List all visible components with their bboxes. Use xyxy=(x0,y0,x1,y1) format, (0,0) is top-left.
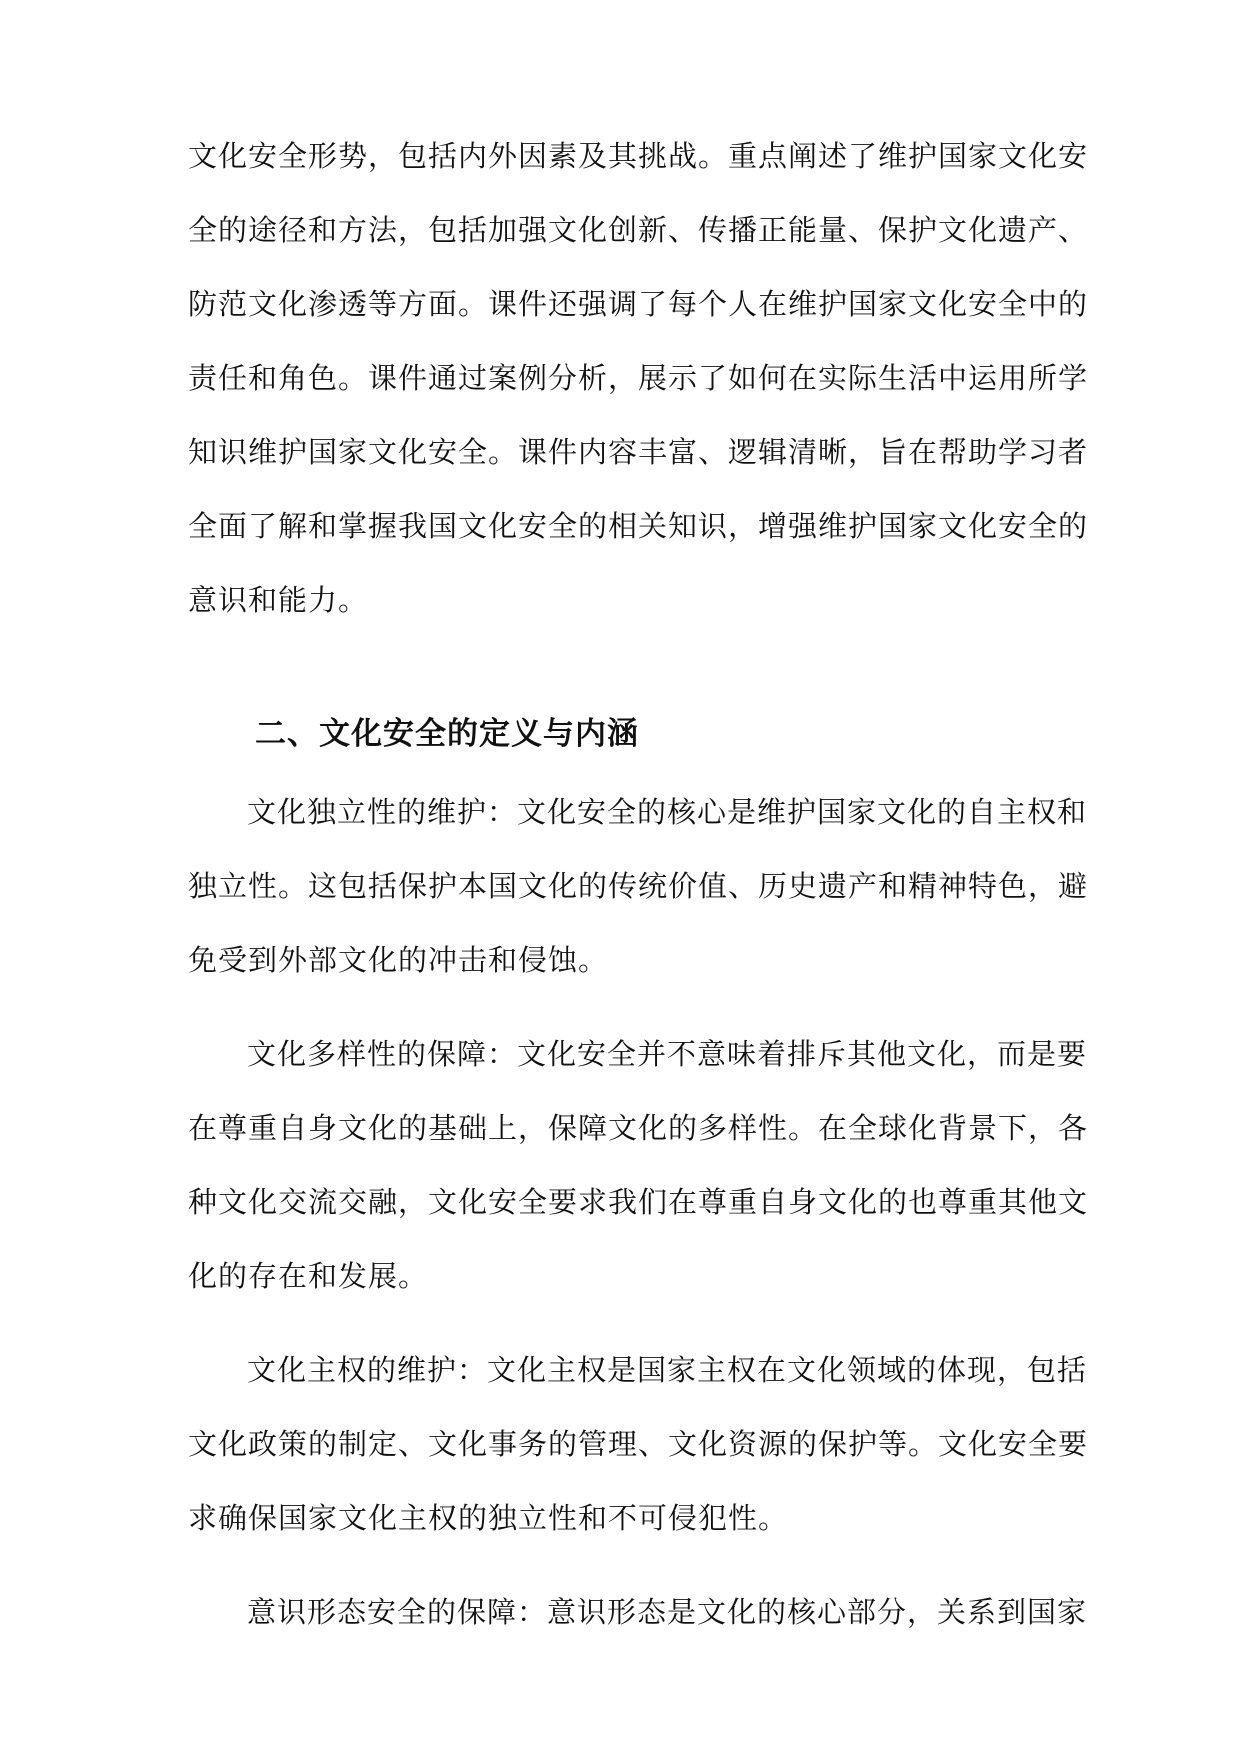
intro-line: 文化安全形势，包括内外因素及其挑战。重点阐述了维护国家文化安 xyxy=(188,139,1089,173)
intro-line: 责任和角色。课件通过案例分析，展示了如何在实际生活中运用所学 xyxy=(188,361,1089,395)
paragraph-2-line: 种文化交流交融，文化安全要求我们在尊重自身文化的也尊重其他文 xyxy=(188,1185,1089,1219)
intro-line: 防范文化渗透等方面。课件还强调了每个人在维护国家文化安全中的 xyxy=(188,287,1089,321)
intro-line: 意识和能力。 xyxy=(188,583,369,617)
section-heading: 二、文化安全的定义与内涵 xyxy=(255,716,639,752)
paragraph-3-line: 求确保国家文化主权的独立性和不可侵犯性。 xyxy=(188,1501,789,1535)
paragraph-1-line: 独立性。这包括保护本国文化的传统价值、历史遗产和精神特色，避 xyxy=(188,869,1089,903)
paragraph-2-line: 在尊重自身文化的基础上，保障文化的多样性。在全球化背景下，各 xyxy=(188,1111,1089,1145)
intro-line: 全面了解和掌握我国文化安全的相关知识，增强维护国家文化安全的 xyxy=(188,509,1089,543)
paragraph-1-line: 文化独立性的维护：文化安全的核心是维护国家文化的自主权和 xyxy=(247,795,1088,829)
paragraph-3-line: 文化政策的制定、文化事务的管理、文化资源的保护等。文化安全要 xyxy=(188,1427,1089,1461)
intro-line: 全的途径和方法，包括加强文化创新、传播正能量、保护文化遗产、 xyxy=(188,213,1089,247)
paragraph-3-line: 文化主权的维护：文化主权是国家主权在文化领域的体现，包括 xyxy=(247,1353,1088,1387)
paragraph-4-line: 意识形态安全的保障：意识形态是文化的核心部分，关系到国家 xyxy=(247,1595,1088,1629)
intro-line: 知识维护国家文化安全。课件内容丰富、逻辑清晰，旨在帮助学习者 xyxy=(188,435,1089,469)
paragraph-1-line: 免受到外部文化的冲击和侵蚀。 xyxy=(188,943,609,977)
paragraph-2-line: 文化多样性的保障：文化安全并不意味着排斥其他文化，而是要 xyxy=(247,1037,1088,1071)
paragraph-2-line: 化的存在和发展。 xyxy=(188,1259,429,1293)
